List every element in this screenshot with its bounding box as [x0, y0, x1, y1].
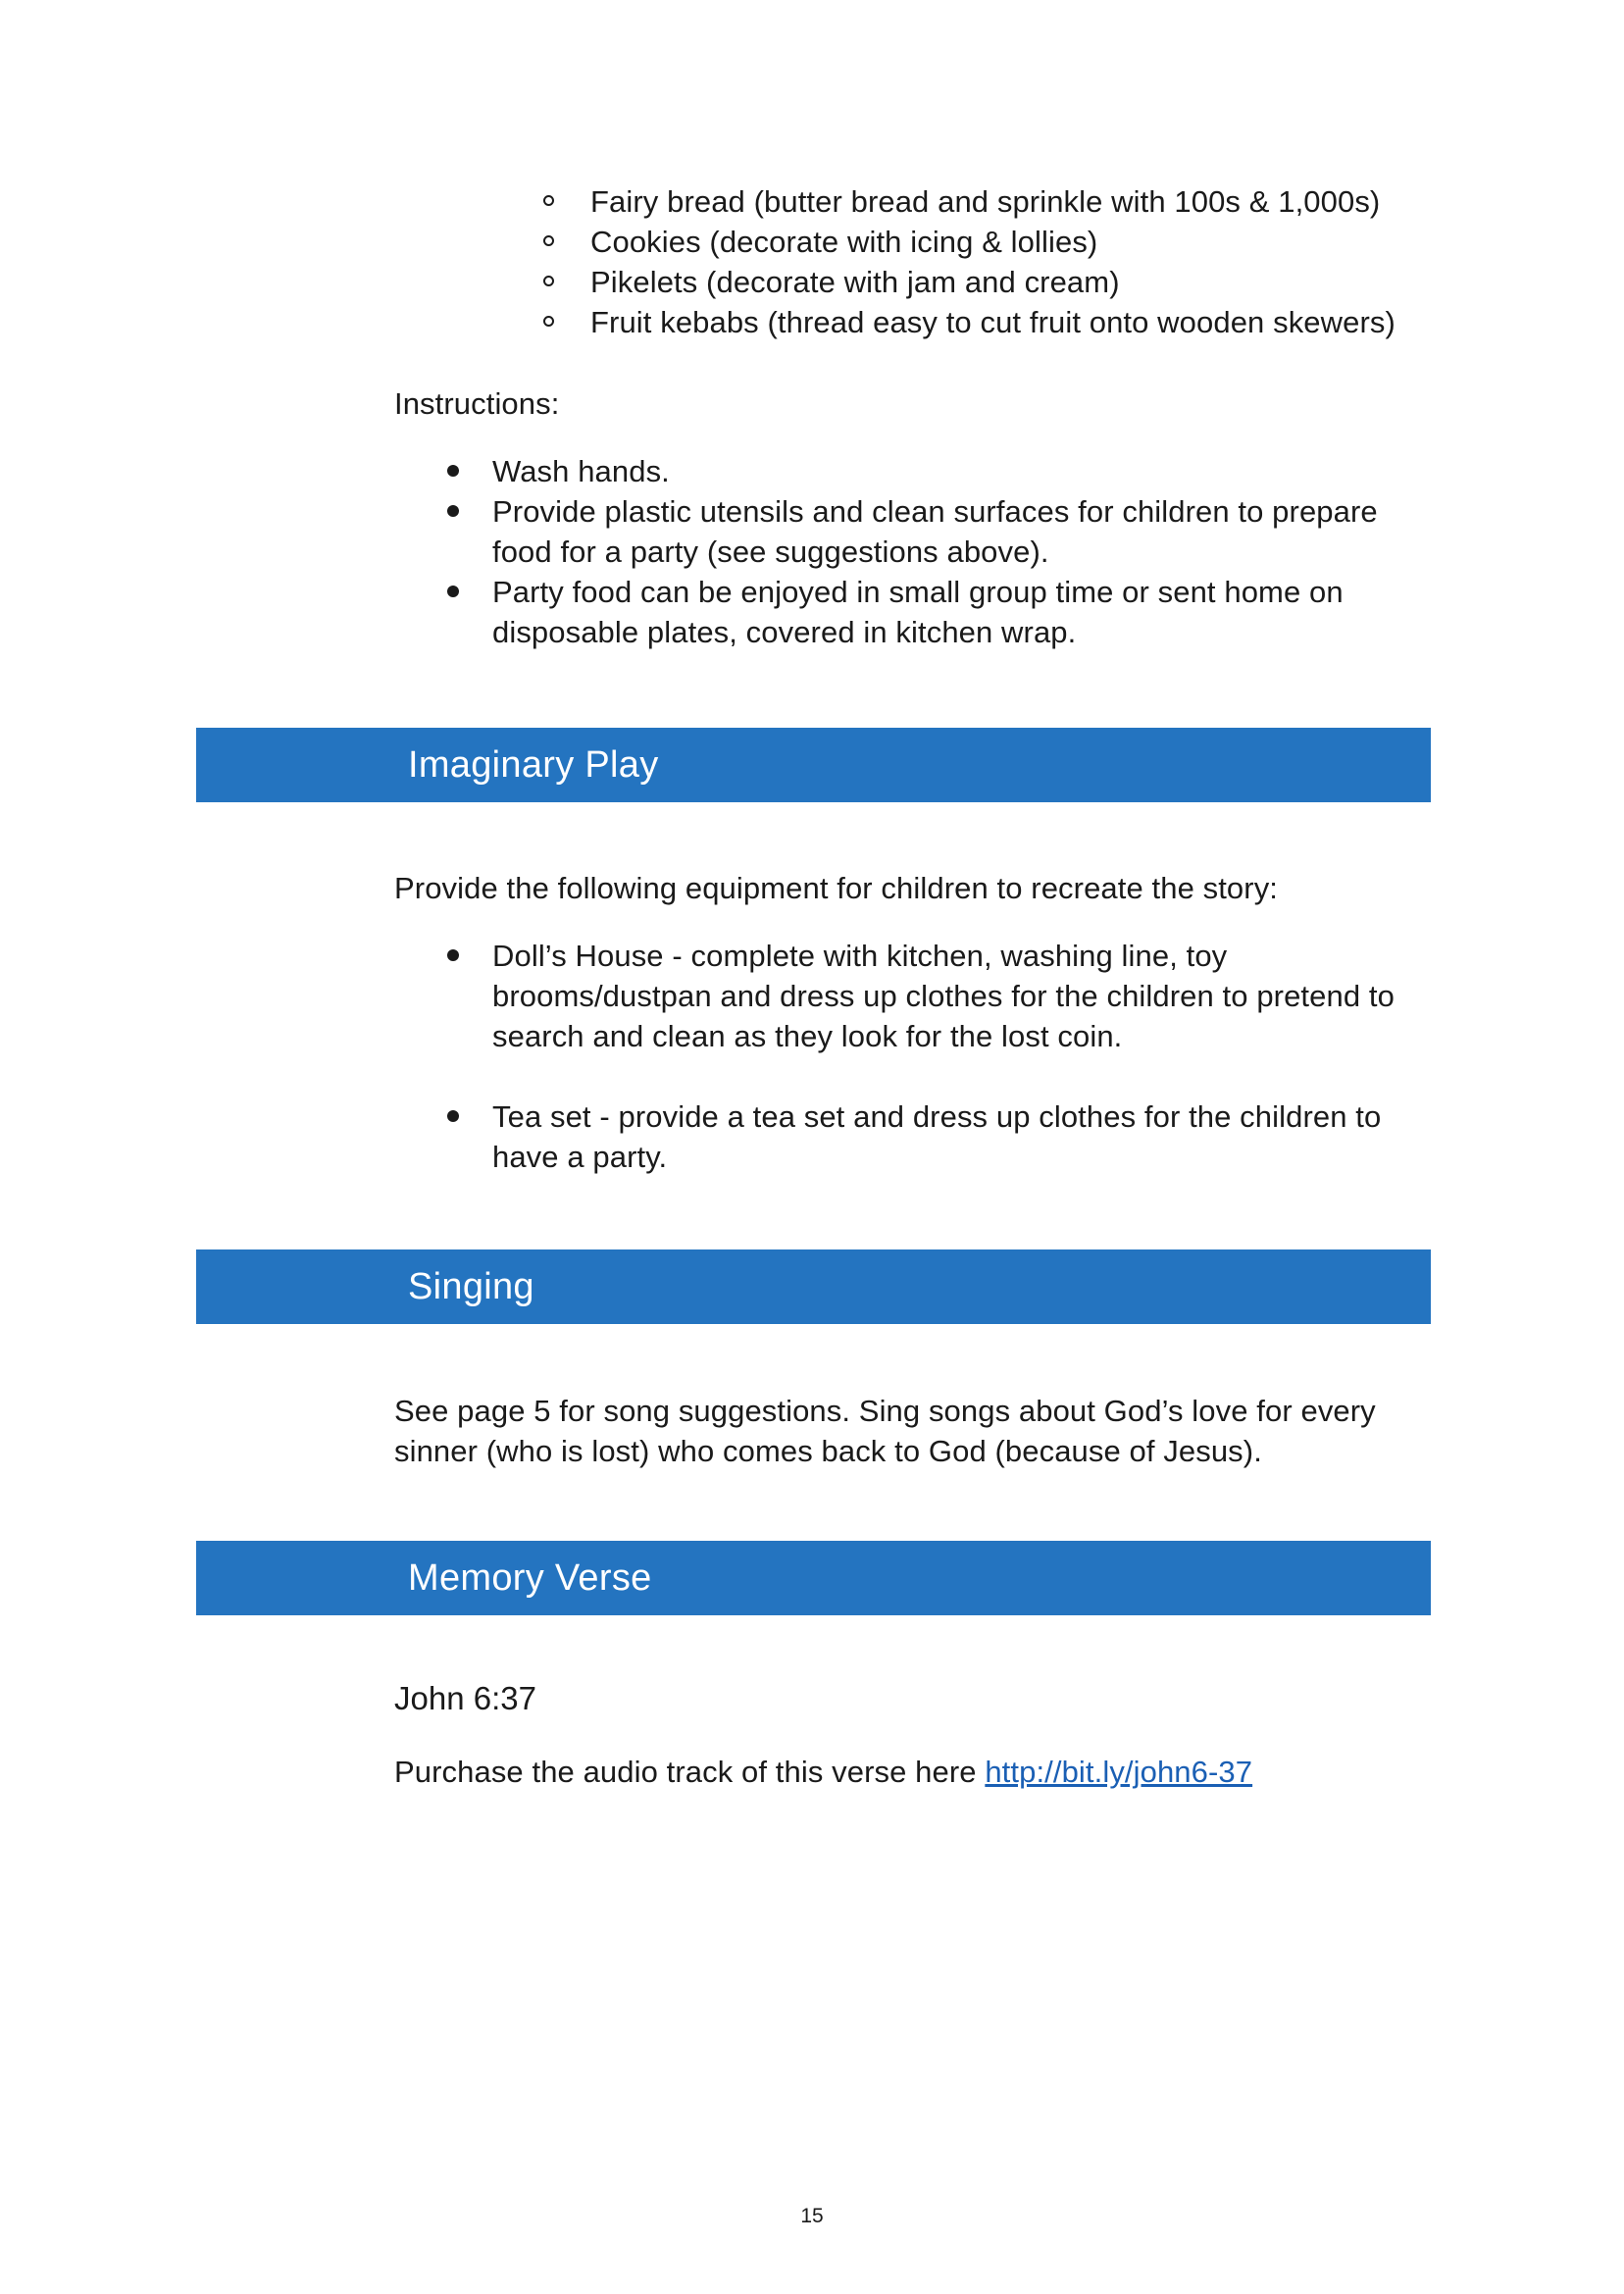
section-title: Memory Verse — [408, 1557, 652, 1599]
audio-track-link[interactable]: http://bit.ly/john6-37 — [985, 1755, 1253, 1789]
purchase-line — [394, 1752, 1424, 1792]
list-item — [534, 262, 1515, 302]
list-item — [441, 1096, 1422, 1177]
list-item — [441, 572, 1422, 652]
list-item-text: Tea set - provide a tea set and dress up clothes for the children to have a party. — [492, 1099, 1382, 1174]
hollow-bullet-icon — [543, 195, 554, 206]
instructions-list — [441, 451, 1422, 652]
list-item-text: Provide plastic utensils and clean surfaces for children to prepare food for a party (see suggestions above). — [492, 494, 1378, 569]
imaginary-play-intro: Provide the following equipment for children to recreate the story: — [394, 871, 1279, 905]
bullet-icon — [447, 505, 459, 517]
list-item-text: Doll’s House - complete with kitchen, washing line, toy brooms/dustpan and dress up clothes for the children to pretend to search and clean as they look for the lost coin. — [492, 939, 1395, 1053]
list-item-text: Fruit kebabs (thread easy to cut fruit onto wooden skewers) — [590, 305, 1396, 339]
list-item-text: Fairy bread (butter bread and sprinkle with 100s & 1,000s) — [590, 184, 1381, 219]
verse-reference: John 6:37 — [394, 1680, 536, 1716]
list-item-text: Wash hands. — [492, 454, 670, 488]
hollow-bullet-icon — [543, 235, 554, 246]
section-header-imaginary-play — [196, 728, 1431, 802]
purchase-text: Purchase the audio track of this verse here — [394, 1755, 986, 1789]
bullet-icon — [447, 465, 459, 477]
bullet-icon — [447, 1110, 459, 1122]
list-item — [534, 222, 1515, 262]
party-food-list — [534, 181, 1515, 342]
hollow-bullet-icon — [543, 276, 554, 286]
section-title: Singing — [408, 1266, 534, 1307]
list-item-text: Cookies (decorate with icing & lollies) — [590, 225, 1098, 259]
list-item — [534, 302, 1515, 342]
section-header-singing — [196, 1249, 1431, 1324]
imaginary-play-list — [441, 936, 1422, 1177]
list-item — [441, 491, 1422, 572]
section-title: Imaginary Play — [408, 744, 659, 786]
list-item-text: Pikelets (decorate with jam and cream) — [590, 265, 1120, 299]
instructions-heading: Instructions: — [394, 386, 560, 421]
list-item — [534, 181, 1515, 222]
section-header-memory-verse — [196, 1541, 1431, 1615]
list-item-text: Party food can be enjoyed in small group time or sent home on disposable plates, covered in kitchen wrap. — [492, 575, 1344, 649]
hollow-bullet-icon — [543, 316, 554, 327]
singing-text: See page 5 for song suggestions. Sing songs about God’s love for every sinner (who is lost) who comes back to God (because of Jesus). — [394, 1394, 1376, 1468]
list-item — [441, 936, 1422, 1056]
list-item — [441, 451, 1422, 491]
bullet-icon — [447, 949, 459, 961]
page-number: 15 — [800, 2205, 824, 2227]
bullet-icon — [447, 586, 459, 597]
